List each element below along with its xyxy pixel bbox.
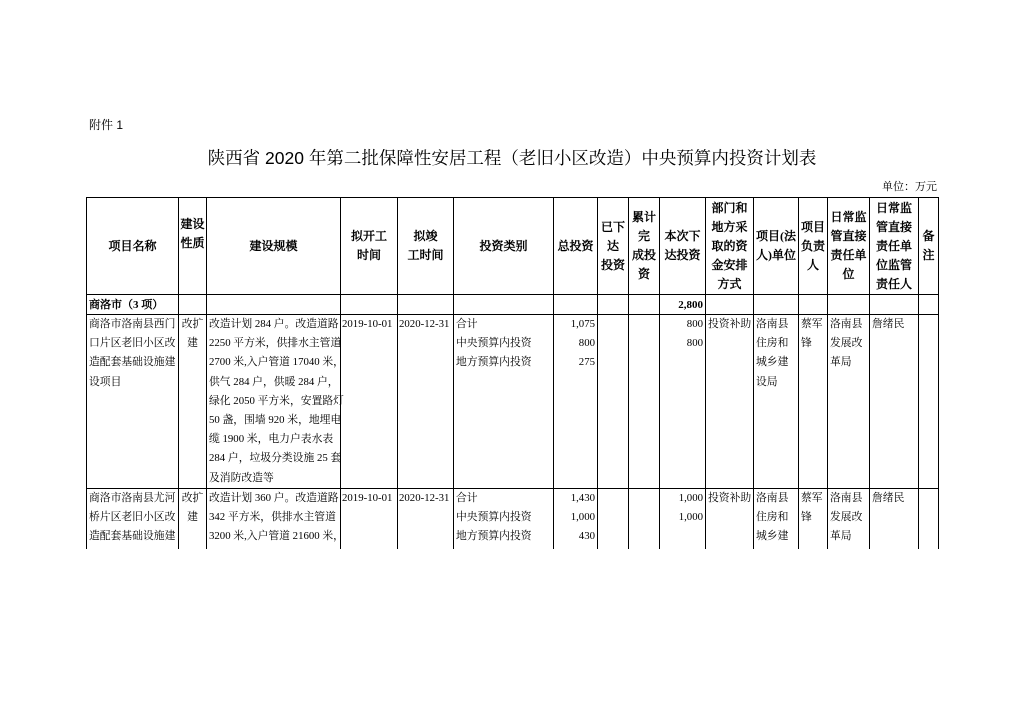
supervision-unit-line: 洛南县: [830, 318, 863, 330]
header-remarks-line: 注: [922, 248, 935, 262]
supervision-person-cell: 詹绪民: [870, 488, 919, 549]
total-investment-line: 1,000: [570, 511, 595, 524]
empty-cell: [799, 295, 828, 315]
construction-scale-line: 2700 米,入户管道 17040 米，: [209, 356, 344, 369]
current-investment-line: 800: [686, 337, 703, 350]
header-project-name: [87, 198, 179, 295]
empty-cell: [554, 295, 598, 315]
project-unit-line: 住房和: [756, 511, 789, 524]
construction-scale-line: 改造计划 284 户。改造道路: [209, 318, 339, 330]
total-investment-cell: [554, 488, 598, 549]
header-supervision-person-line: 位监管: [875, 257, 912, 272]
header-current-investment-line: 达投资: [664, 248, 701, 262]
planned-start-cell: 2019-10-01: [341, 488, 398, 549]
header-funding-method-line: 方式: [717, 276, 742, 291]
header-funding-method-line: 部门和: [711, 200, 748, 215]
header-supervision-unit: [828, 198, 870, 295]
project-leader-cell: [799, 488, 828, 549]
construction-nature-line: 建: [187, 337, 198, 350]
project-unit-cell: [754, 315, 799, 489]
header-project-unit-line: 人)单位: [756, 248, 796, 262]
investment-type-line: 合计: [456, 491, 478, 504]
construction-scale-line: 3200 米,入户管道 21600 米，: [209, 530, 344, 543]
header-completed-investment-line: 成投: [631, 248, 656, 262]
construction-scale-cell: [207, 315, 344, 489]
empty-cell: [598, 295, 629, 315]
project-unit-line: 住房和: [756, 337, 789, 350]
total-investment-line: 1,430: [570, 491, 595, 504]
project-unit-line: 洛南县: [756, 491, 789, 504]
project-unit-cell: [754, 488, 799, 549]
header-completed-investment-line: 完: [637, 229, 650, 243]
project-name-line: 造配套基础设施建: [89, 356, 176, 369]
header-total-investment: [554, 198, 598, 295]
header-project-leader: [799, 198, 828, 295]
project-name-line: 桥片区老旧小区改: [89, 511, 176, 524]
header-completed-investment-line: 资: [637, 267, 650, 281]
header-supervision-unit-line: 管直接: [830, 229, 867, 243]
construction-scale-line: 缆 1900 米，电力户表水表: [209, 433, 334, 446]
empty-cell: [870, 295, 919, 315]
header-investment-type-line: 投资类别: [479, 238, 528, 253]
investment-type-line: 中央预算内投资: [456, 337, 532, 350]
project-name-line: 商洛市洛南县尤河: [89, 491, 176, 504]
header-supervision-person-line: 责任人: [875, 276, 912, 291]
header-funding-method-line: 地方采: [711, 219, 748, 234]
current-investment-line: 800: [686, 318, 703, 330]
empty-cell: [919, 295, 939, 315]
project-row: [87, 315, 939, 489]
header-completed-investment: [629, 198, 660, 295]
header-construction-scale-line: 建设规模: [249, 238, 298, 253]
project-unit-line: 城乡建: [756, 530, 789, 543]
current-investment-line: 1,000: [678, 491, 703, 504]
project-name-line: 设项目: [89, 375, 122, 388]
planned-start-cell: 2019-10-01: [341, 315, 398, 489]
construction-scale-line: 50 盏，围墙 920 米，地埋电: [209, 414, 342, 427]
header-construction-scale: [207, 198, 341, 295]
project-leader-line: 锋: [801, 337, 812, 350]
header-investment-type: [454, 198, 554, 295]
project-name-line: 商洛市洛南县西门: [89, 318, 176, 330]
header-remarks: [919, 198, 939, 295]
header-issued-investment-line: 已下: [600, 219, 625, 234]
supervision-unit-cell: [828, 315, 870, 489]
empty-cell: [454, 295, 554, 315]
construction-scale-line: 342 平方米，供排水主管道: [209, 511, 336, 524]
total-investment-cell: [554, 315, 598, 489]
header-construction-nature: [179, 198, 207, 295]
investment-type-cell: [454, 315, 554, 489]
header-supervision-unit-line: 日常监: [830, 210, 867, 224]
funding-method-cell: 投资补助: [706, 488, 754, 549]
header-construction-nature-line: 性质: [180, 236, 205, 250]
header-project-leader-line: 人: [806, 257, 819, 272]
empty-cell: [828, 295, 870, 315]
planned-completion-cell: 2020-12-31: [398, 315, 454, 489]
investment-type-line: 中央预算内投资: [456, 511, 532, 524]
supervision-unit-line: 洛南县: [830, 491, 863, 504]
current-investment-cell: [660, 488, 706, 549]
header-construction-nature-line: 建设: [180, 217, 205, 231]
construction-scale-line: 284 户，垃圾分类设施 25 套: [209, 452, 342, 465]
empty-cell: [754, 295, 799, 315]
header-funding-method-line: 金安排: [711, 257, 748, 272]
construction-scale-line: 2250 平方米，供排水主管道: [209, 337, 342, 350]
header-planned-start-line: 时间: [356, 248, 381, 262]
project-name-line: 口片区老旧小区改: [89, 337, 176, 350]
total-investment-line: 275: [578, 356, 595, 369]
project-unit-line: 设局: [756, 375, 778, 388]
table-body: [87, 198, 939, 550]
project-name-cell: [87, 315, 179, 489]
total-investment-line: 1,075: [570, 318, 595, 330]
investment-type-cell: [454, 488, 554, 549]
header-issued-investment-line: 达: [606, 238, 619, 253]
header-planned-completion: [398, 198, 454, 295]
header-current-investment-line: 本次下: [664, 229, 701, 243]
construction-nature-line: 改扩: [181, 491, 204, 504]
header-planned-start: [341, 198, 398, 295]
header-supervision-person-line: 管直接: [875, 219, 912, 234]
header-project-unit: [754, 198, 799, 295]
remarks-cell: [919, 315, 939, 489]
empty-cell: [629, 295, 660, 315]
completed-investment-cell: [629, 488, 660, 549]
issued-investment-cell: [598, 488, 629, 549]
summary-current-investment: 2,800: [660, 295, 706, 315]
header-issued-investment-line: 投资: [600, 257, 625, 272]
construction-scale-line: 改造计划 360 户。改造道路: [209, 491, 339, 504]
investment-type-line: 地方预算内投资: [456, 356, 532, 369]
construction-scale-cell: [207, 488, 344, 549]
summary-city-label: 商洛市（3 项）: [87, 295, 179, 315]
current-investment-cell: [660, 315, 706, 489]
header-supervision-unit-line: 责任单: [830, 248, 867, 262]
document-title: 陕西省 2020 年第二批保障性安居工程（老旧小区改造）中央预算内投资计划表: [207, 148, 817, 168]
header-project-name-line: 项目名称: [108, 238, 157, 253]
project-unit-line: 洛南县: [756, 318, 789, 330]
current-investment-line: 1,000: [678, 511, 703, 524]
header-remarks-line: 备: [922, 229, 935, 243]
header-supervision-person-line: 日常监: [875, 200, 912, 215]
funding-method-cell: 投资补助: [706, 315, 754, 489]
construction-scale-line: 及消防改造等: [209, 471, 274, 484]
supervision-unit-line: 革局: [830, 530, 852, 543]
header-supervision-person: [870, 198, 919, 295]
project-leader-line: 蔡军: [801, 318, 823, 330]
project-name-cell: [87, 488, 179, 549]
project-unit-line: 城乡建: [756, 356, 789, 369]
header-planned-completion-line: 拟竣: [413, 229, 438, 243]
total-investment-line: 430: [578, 530, 595, 543]
header-planned-completion-line: 工时间: [407, 248, 444, 262]
empty-cell: [179, 295, 207, 315]
header-planned-start-line: 拟开工: [350, 229, 387, 243]
construction-nature-cell: [179, 315, 207, 489]
unit-label: 单位：万元: [882, 181, 937, 193]
project-leader-line: 蔡军: [801, 491, 823, 504]
header-supervision-unit-line: 位: [842, 267, 855, 281]
header-current-investment: [660, 198, 706, 295]
planned-completion-cell: 2020-12-31: [398, 488, 454, 549]
project-name-line: 造配套基础设施建: [89, 530, 176, 543]
header-completed-investment-line: 累计: [631, 210, 656, 224]
construction-nature-line: 建: [187, 511, 198, 524]
remarks-cell: [919, 488, 939, 549]
project-leader-line: 锋: [801, 511, 812, 524]
supervision-unit-line: 发展改: [830, 511, 863, 524]
issued-investment-cell: [598, 315, 629, 489]
construction-nature-line: 改扩: [181, 318, 204, 330]
supervision-unit-cell: [828, 488, 870, 549]
empty-cell: [341, 295, 398, 315]
attachment-label: 附件 1: [89, 118, 124, 132]
summary-row: [87, 295, 939, 315]
supervision-unit-line: 发展改: [830, 337, 863, 350]
header-funding-method: [706, 198, 754, 295]
header-funding-method-line: 取的资: [711, 238, 748, 253]
empty-cell: [398, 295, 454, 315]
investment-type-line: 地方预算内投资: [456, 530, 532, 543]
investment-plan-table: [86, 197, 939, 549]
header-project-leader-line: 项目: [800, 219, 825, 234]
construction-scale-line: 供气 284 户，供暖 284 户，: [209, 375, 339, 388]
project-row: [87, 488, 939, 549]
investment-type-line: 合计: [456, 318, 478, 330]
project-leader-cell: [799, 315, 828, 489]
header-total-investment-line: 总投资: [557, 238, 594, 253]
header-project-unit-line: 项目(法: [756, 229, 796, 243]
header-supervision-person-line: 责任单: [875, 238, 912, 253]
empty-cell: [706, 295, 754, 315]
empty-cell: [207, 295, 341, 315]
construction-scale-line: 绿化 2050 平方米，安置路灯: [209, 394, 344, 407]
completed-investment-cell: [629, 315, 660, 489]
header-issued-investment: [598, 198, 629, 295]
supervision-person-cell: 詹绪民: [870, 315, 919, 489]
supervision-unit-line: 革局: [830, 356, 852, 369]
header-row: [87, 198, 939, 295]
construction-nature-cell: [179, 488, 207, 549]
header-project-leader-line: 负责: [800, 238, 825, 253]
total-investment-line: 800: [578, 337, 595, 350]
